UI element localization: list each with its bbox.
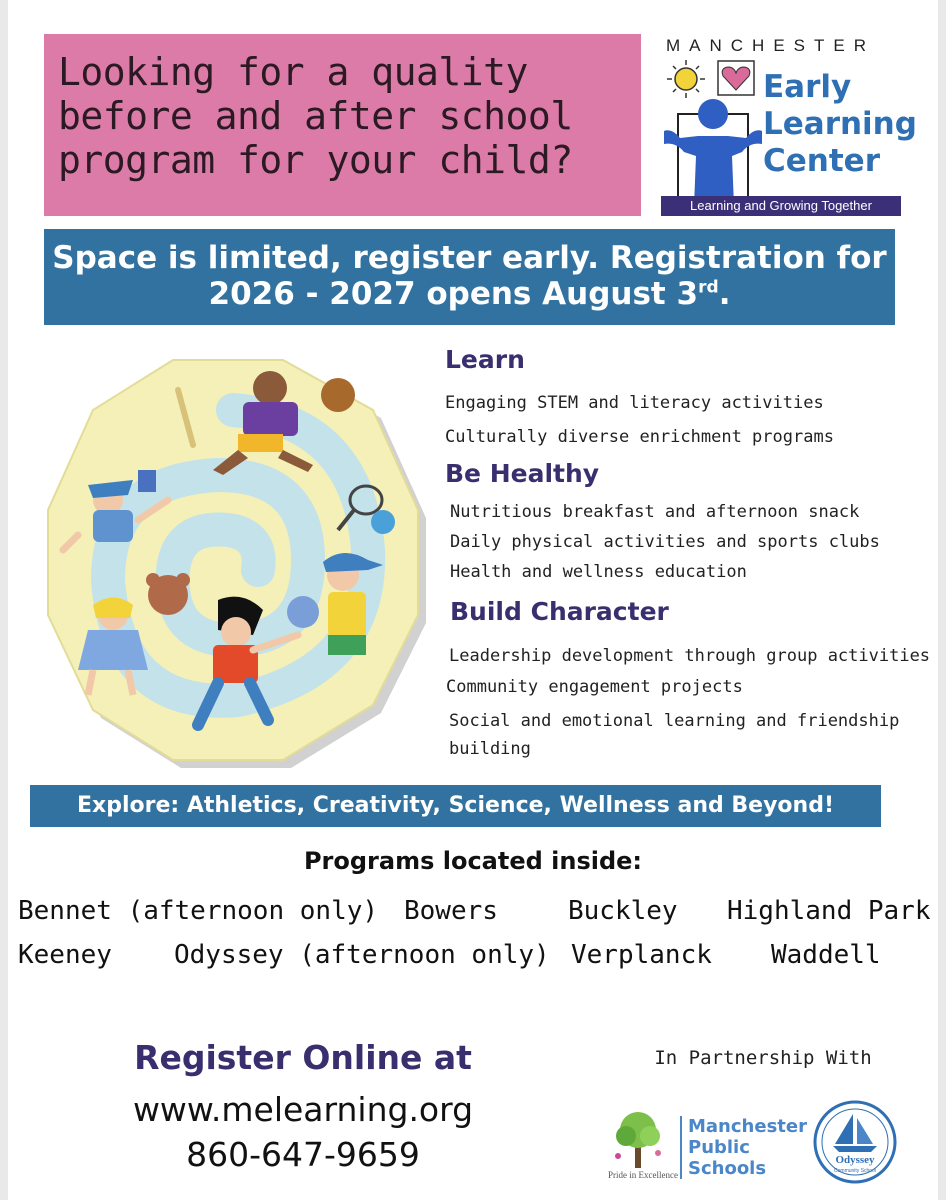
logo-manchester-text: MANCHESTER xyxy=(666,36,876,55)
svg-text:Odyssey: Odyssey xyxy=(835,1154,875,1166)
healthy-item-3: Health and wellness education xyxy=(450,562,747,582)
children-circle-illustration xyxy=(38,350,428,770)
partnership-label: In Partnership With xyxy=(654,1047,872,1069)
character-item-3: Social and emotional learning and friendship xyxy=(449,711,900,731)
learn-item-2: Culturally diverse enrichment programs xyxy=(445,427,834,447)
manchester-public-schools-logo xyxy=(608,1108,808,1188)
headline-line-2: before and after school xyxy=(58,94,573,138)
location-buckley: Buckley xyxy=(568,896,678,926)
programs-title: Programs located inside: xyxy=(303,847,643,875)
logo-words: Early Learning Center xyxy=(763,69,917,179)
headline-line-1: Looking for a quality xyxy=(58,50,528,94)
heart-icon xyxy=(718,61,754,95)
registration-banner xyxy=(44,229,895,325)
character-item-3-cont: building xyxy=(449,739,531,759)
section-heading-learn: Learn xyxy=(445,345,525,374)
character-item-2: Community engagement projects xyxy=(446,677,743,697)
banner-line-2: 2026 - 2027 opens August 3rd. xyxy=(208,276,731,312)
location-keeney: Keeney xyxy=(18,940,112,970)
child-figure-icon xyxy=(658,56,768,206)
logo-tagline: Learning and Growing Together xyxy=(661,196,901,216)
healthy-item-2: Daily physical activities and sports clubs xyxy=(450,532,880,552)
location-verplanck: Verplanck xyxy=(571,940,712,970)
location-bennet: Bennet (afternoon only) xyxy=(18,896,379,926)
svg-text:Community School: Community School xyxy=(834,1168,876,1174)
register-url[interactable]: www.melearning.org xyxy=(132,1090,474,1129)
banner-line-1: Space is limited, register early. Registration for xyxy=(52,240,887,276)
mps-tagline: Pride in Excellence xyxy=(608,1170,678,1180)
healthy-item-1: Nutritious breakfast and afternoon snack xyxy=(450,502,860,522)
explore-banner: Explore: Athletics, Creativity, Science, Wellness and Beyond! xyxy=(30,785,881,827)
location-odyssey: Odyssey (afternoon only) xyxy=(174,940,550,970)
tree-icon xyxy=(608,1108,668,1170)
register-title: Register Online at xyxy=(134,1038,472,1077)
location-waddell: Waddell xyxy=(771,940,881,970)
odyssey-school-logo xyxy=(813,1100,897,1184)
mps-name: Manchester Public Schools xyxy=(680,1116,807,1179)
section-heading-build-character: Build Character xyxy=(450,597,669,626)
sun-icon xyxy=(667,60,705,98)
location-bowers: Bowers xyxy=(404,896,498,926)
early-learning-center-logo xyxy=(658,34,917,216)
learn-item-1: Engaging STEM and literacy activities xyxy=(445,393,824,413)
character-item-1: Leadership development through group activities xyxy=(449,646,931,666)
register-phone[interactable]: 860-647-9659 xyxy=(186,1135,420,1174)
headline-line-3: program for your child? xyxy=(58,138,573,182)
location-highland-park: Highland Park xyxy=(727,896,931,926)
section-heading-be-healthy: Be Healthy xyxy=(445,459,600,488)
headline-box xyxy=(44,34,641,216)
flyer-page xyxy=(8,0,938,1200)
